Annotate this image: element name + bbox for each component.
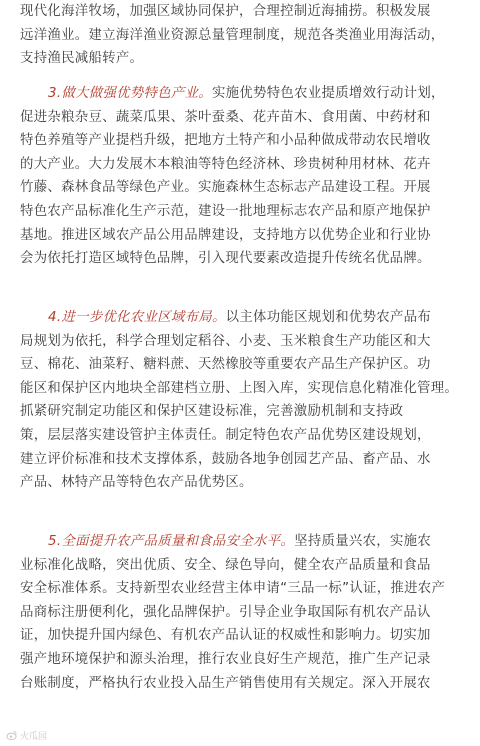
text-line: 台账制度，严格执行农业投入品生产销售使用有关规定。深入开展农 [20,675,431,691]
text-line: 竹藤、森林食品等绿色产业。实施森林生态标志产品建设工程。开展 [20,180,431,196]
text-line: 策，层层落实建设管护主体责任。制定特色农产品优势区建设规划， [20,427,431,443]
watermark-text: 火瓜园 [20,731,48,742]
text-line: 证，加快提升国内绿色、有机农产品认证的权威性和影响力。切实加 [20,628,431,644]
text-line: 基地。推进区域农产品公用品牌建设，支持地方以优势企业和行业协 [20,227,431,243]
text-line: 产品、林特产品等特色农产品优势区。 [20,475,253,491]
paragraph-section-4 [20,306,472,495]
text-fragment: 以主体功能区规划和优势农产品布 [225,310,432,325]
text-line: 品商标注册便利化，强化品牌保护。引导企业争取国际有机农产品认 [20,604,431,620]
paragraph-section-5 [20,530,472,695]
text-line: 的大产业。大力发展木本粮油等特色经济林、珍贵树种用材林、花卉 [20,156,431,172]
text-line: 现代化海洋牧场，加强区域协同保护，合理控制近海捕捞。积极发展 [20,4,431,19]
section-heading: 5.全面提升农产品质量和食品安全水平。 [48,534,295,549]
section-heading: 4.进一步优化农业区域布局。 [48,310,226,325]
text-line: 业标准化战略，突出优质、安全、绿色导向，健全农产品质量和食品 [20,557,431,573]
section-heading-line [20,530,472,554]
text-fragment: 实施优势特色农业提质增效行动计划， [211,86,445,101]
text-line: 建立评价标准和技术支撑体系，鼓励各地争创园艺产品、畜产品、水 [20,451,431,467]
paragraph-section-3 [20,82,472,271]
text-line: 远洋渔业。建立海洋渔业资源总量管理制度，规范各类渔业用海活动， [20,27,445,43]
text-line: 安全标准体系。支持新型农业经营主体申请“三品一标”认证，推进农产 [20,581,446,597]
section-heading-line [20,82,472,106]
text-line: 豆、棉花、油菜籽、糖料蔗、天然橡胶等重要农产品生产保护区。功 [20,357,431,373]
watermark [6,727,47,743]
text-line: 特色养殖等产业提档升级，把地方土特产和小品种做成带动农民增收 [20,133,431,149]
text-line: 特色农产品标准化生产示范，建设一批地理标志农产品和原产地保护 [20,203,431,219]
weibo-icon [6,730,17,741]
text-fragment: 坚持质量兴农，实施农 [294,534,432,549]
text-line: 局规划为依托，科学合理划定稻谷、小麦、玉米粮食生产功能区和大 [20,333,431,349]
paragraph-intro [20,0,472,71]
section-heading-line [20,306,472,330]
text-line: 强产地环境保护和源头治理，推行农业良好生产规范，推广生产记录 [20,651,431,667]
section-heading: 3.做大做强优势特色产业。 [48,86,212,101]
text-line: 能区和保护区内地块全部建档立册、上图入库，实现信息化精准化管理。 [20,380,459,396]
text-line: 促进杂粮杂豆、蔬菜瓜果、茶叶蚕桑、花卉苗木、食用菌、中药材和 [20,109,431,125]
text-line: 支持渔民减船转产。 [20,51,144,67]
text-line: 抓紧研究制定功能区和保护区建设标准，完善激励机制和支持政 [20,404,404,420]
text-line: 会为依托打造区域特色品牌，引入现代要素改造提升传统名优品牌。 [20,251,431,267]
